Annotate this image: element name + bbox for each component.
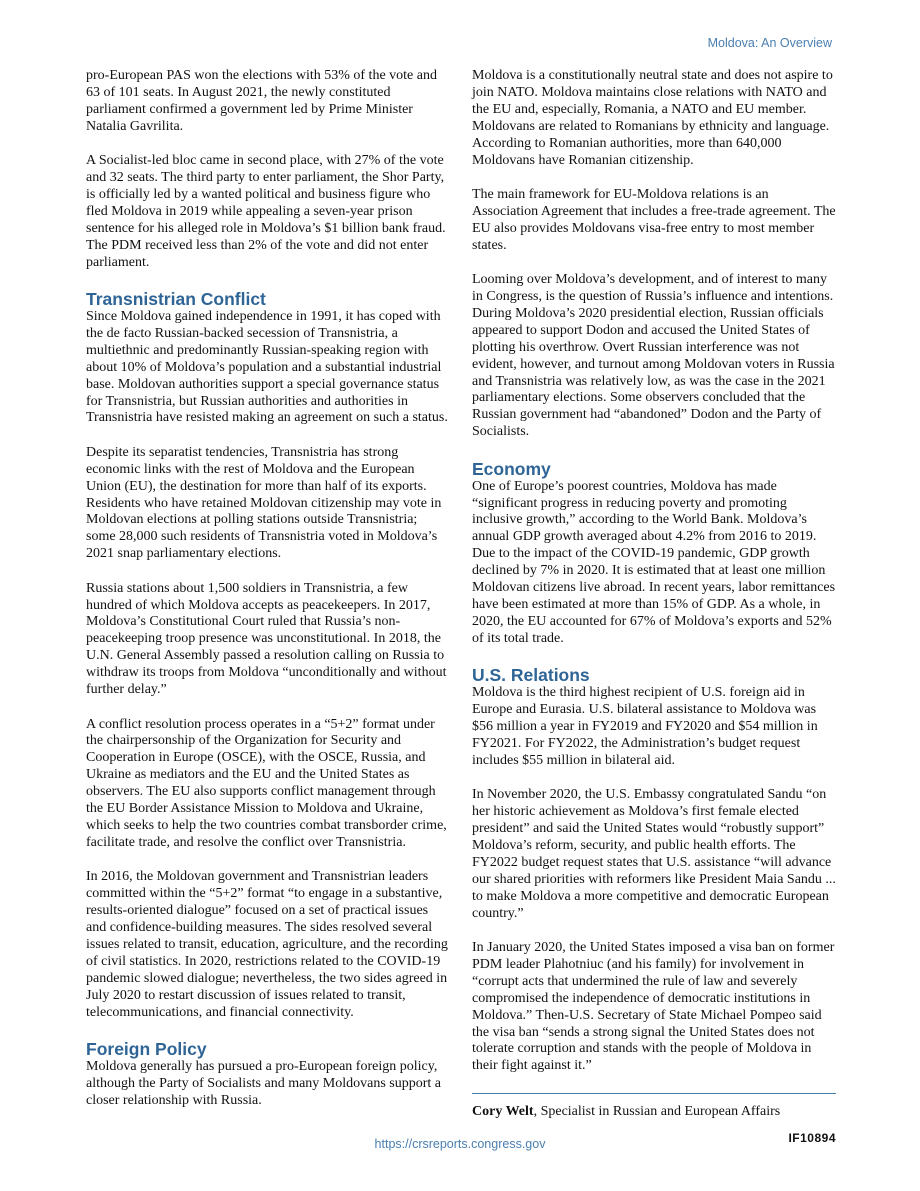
paragraph: Russia stations about 1,500 soldiers in Transnistria, a few hundred of which Moldova accepts as peacekeepers. In 2017, Moldova’s Constitutional Court ruled that Russia’s non-peacekeeping troop presence was unconstitutional. In 2018, the U.N. General Assembly passed a resolution calling on Russia to withdraw its troops from Moldova “unconditionally and without further delay.” xyxy=(86,580,447,698)
author-credit xyxy=(472,1104,836,1121)
paragraph: In 2016, the Moldovan government and Transnistrian leaders committed within the “5+2” format “to engage in a substantive, results-oriented dialogue” focused on a set of practical issues and confidence-building measures. The sides resolved several issues related to transit, education, agriculture, and the recording of civil statistics. In 2020, restrictions related to the COVID-19 pandemic slowed dialogue; nevertheless, the two sides agreed in July 2020 to restart discussion of issues related to transit, telecommunications, and financial connectivity. xyxy=(86,869,448,1020)
paragraph: One of Europe’s poorest countries, Moldova has made “significant progress in reducing poverty and promoting inclusive growth,” according to the World Bank. Moldova’s annual GDP growth averaged about 4.2% from 2016 to 2019. Due to the impact of the COVID-19 pandemic, GDP growth declined by 7% in 2020. It is estimated that at least one million Moldovan citizens live abroad. In recent years, labor remittances have been estimated at more than 15% of GDP. As a whole, in 2020, the EU accounted for 67% of Moldova’s exports and 52% of its total trade. xyxy=(472,478,836,646)
paragraph: In November 2020, the U.S. Embassy congratulated Sandu “on her historic achievement as Moldova’s first female elected president” and said the United States would “robustly support” Moldova’s reform, security, and public health efforts. The FY2022 budget request states that U.S. assistance “will advance our shared priorities with reformers like President Maia Sandu ... to make Moldova a more competitive and democratic European country.” xyxy=(472,787,836,921)
section-heading-us-relations: U.S. Relations xyxy=(472,665,590,686)
paragraph: In January 2020, the United States imposed a visa ban on former PDM leader Plahotniuc (and his family) for involvement in “corrupt acts that undermined the rule of law and severely compromised the independence of democratic institutions in Moldova.” Then-U.S. Secretary of State Michael Pompeo said the visa ban “sends a strong signal the United States does not tolerate corruption and stands with the people of Moldova in their fight against it.” xyxy=(472,939,835,1074)
document-id: IF10894 xyxy=(788,1130,836,1145)
paragraph: Moldova is a constitutionally neutral state and does not aspire to join NATO. Moldova maintains close relations with NATO and the EU and, especially, Romania, a NATO and EU member. Moldovans are related to Romanians by ethnicity and language. According to Romanian authorities, more than 640,000 Moldovans have Romanian citizenship. xyxy=(472,68,833,168)
paragraph: The main framework for EU-Moldova relations is an Association Agreement that includes a free-trade agreement. The EU also provides Moldovans visa-free entry to most member states. xyxy=(472,186,836,253)
paragraph: Moldova generally has pursued a pro-European foreign policy, although the Party of Socialists and many Moldovans support a closer relationship with Russia. xyxy=(86,1058,442,1108)
paragraph: pro-European PAS won the elections with 53% of the vote and 63 of 101 seats. In August 2021, the newly constituted parliament confirmed a government led by Prime Minister Natalia Gavrilita. xyxy=(86,68,437,134)
section-heading-foreign-policy: Foreign Policy xyxy=(86,1038,207,1059)
paragraph: Since Moldova gained independence in 1991, it has coped with the de facto Russian-backed secession of Transnistria, a multiethnic and predominantly Russian-speaking region with about 10% of Moldova’s population and a substantial industrial base. Moldovan authorities support a special governance status for Transnistria, but Russian authorities and authorities in Transnistria have resisted making an agreement on such a status. xyxy=(86,308,448,426)
paragraph: Moldova is the third highest recipient of U.S. foreign aid in Europe and Eurasia. U.S. bilateral assistance to Moldova was $56 million a year in FY2019 and FY2020 and $54 million in FY2021. For FY2022, the Administration’s budget request includes $55 million in bilateral aid. xyxy=(472,685,818,768)
author-name: Cory Welt xyxy=(472,1103,534,1119)
left-column xyxy=(86,68,448,1127)
section-heading-economy: Economy xyxy=(472,458,551,479)
right-column xyxy=(472,68,836,1145)
author-title: , Specialist in Russian and European Affairs xyxy=(533,1103,781,1119)
paragraph: A conflict resolution process operates in a “5+2” format under the chairpersonship of the Organization for Security and Cooperation in Europe (OSCE), with the OSCE, Russia, and Ukraine as mediators and the EU and the United States as observers. The EU also supports conflict management through the EU Border Assistance Mission to Moldova and Ukraine, which seeks to help the two countries combat transborder crime, facilitate trade, and resolve the conflict over Transnistria. xyxy=(86,716,447,850)
footer-url[interactable]: https://crsreports.congress.gov xyxy=(374,1137,546,1151)
author-divider xyxy=(472,1093,836,1094)
paragraph: A Socialist-led bloc came in second place, with 27% of the vote and 32 seats. The third party to enter parliament, the Shor Party, is officially led by a wanted political and business figure who fled Moldova in 2019 while appealing a seven-year prison sentence for his alleged role in Moldova’s $1 billion bank fraud. The PDM received less than 2% of the vote and did not enter parliament. xyxy=(86,153,446,270)
section-heading-transnistrian-conflict: Transnistrian Conflict xyxy=(86,288,266,309)
paragraph: Looming over Moldova’s development, and of interest to many in Congress, is the question of Russia’s influence and intentions. During Moldova’s 2020 presidential election, Russian officials appeared to support Dodon and accused the United States of plotting his overthrow. Overt Russian interference was not evident, however, and turnout among Moldovan voters in Russia and Transnistria was relatively low, as was the case in the 2021 parliamentary elections. Some observers concluded that the Russian government had “abandoned” Dodon and the Party of Socialists. xyxy=(472,272,835,440)
running-header: Moldova: An Overview xyxy=(707,36,832,50)
paragraph: Despite its separatist tendencies, Transnistria has strong economic links with the rest of Moldova and the European Union (EU), the destination for more than half of its exports. Residents who have retained Moldovan citizenship may vote in Moldovan elections at polling stations outside Transnistria; some 28,000 such residents of Transnistria voted in Moldova’s 2021 snap parliamentary elections. xyxy=(86,444,442,562)
